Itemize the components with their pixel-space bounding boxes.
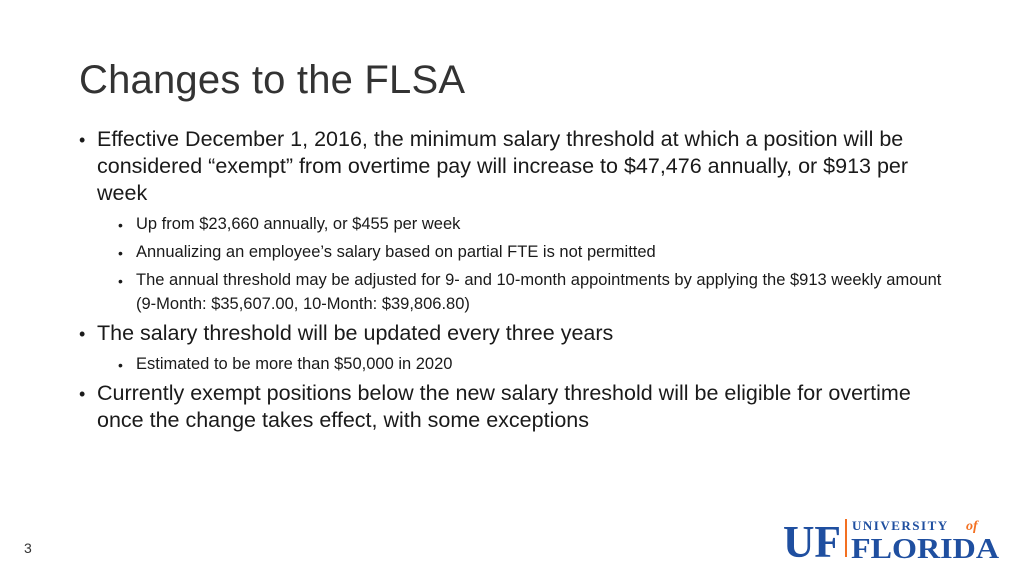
bullet-item xyxy=(79,126,959,207)
sub-bullet-item xyxy=(118,352,959,376)
sub-bullet-item xyxy=(118,268,959,316)
logo-line1: UNIVERSITY xyxy=(852,518,949,533)
page-number: 3 xyxy=(24,540,32,556)
bullet-text: Effective December 1, 2016, the minimum salary threshold at which a position will be considered “exempt” from overtime pay will increase to $47,476 annually, or $913 per week xyxy=(97,127,909,205)
logo-monogram: UF xyxy=(783,517,841,561)
sub-bullet-text: The annual threshold may be adjusted for 9- and 10-month appointments by applying the $913 weekly amount (9-Month: $35,607.00, 10-Month: $39,806.80) xyxy=(136,271,942,313)
sub-bullet-text: Annualizing an employee’s salary based on partial FTE is not permitted xyxy=(136,243,656,261)
bullet-item xyxy=(79,320,959,347)
bullet-text: Currently exempt positions below the new salary threshold will be eligible for overtime once the change takes effect, with some exceptions xyxy=(97,381,911,432)
bullet-text: The salary threshold will be updated every three years xyxy=(97,321,614,345)
bullet-icon: • xyxy=(79,324,86,344)
bullet-group-1 xyxy=(79,126,959,316)
logo-divider xyxy=(845,519,847,557)
sub-bullet-item xyxy=(118,212,959,236)
slide-content xyxy=(79,126,959,439)
bullet-group-3 xyxy=(79,380,959,434)
bullet-icon: • xyxy=(118,245,123,261)
bullet-item xyxy=(79,380,959,434)
logo-line1-suffix: of xyxy=(966,519,978,534)
bullet-icon: • xyxy=(118,273,123,289)
sub-bullet-text: Up from $23,660 annually, or $455 per week xyxy=(136,215,461,233)
bullet-icon: • xyxy=(118,217,123,233)
bullet-group-2 xyxy=(79,320,959,376)
logo-line2: FLORIDA xyxy=(851,533,1000,561)
uf-logo xyxy=(783,517,1003,561)
slide-title: Changes to the FLSA xyxy=(79,58,466,102)
bullet-icon: • xyxy=(118,357,123,373)
bullet-icon: • xyxy=(79,130,86,150)
sub-bullet-text: Estimated to be more than $50,000 in 2020 xyxy=(136,355,453,373)
bullet-icon: • xyxy=(79,384,86,404)
sub-bullet-item xyxy=(118,240,959,264)
